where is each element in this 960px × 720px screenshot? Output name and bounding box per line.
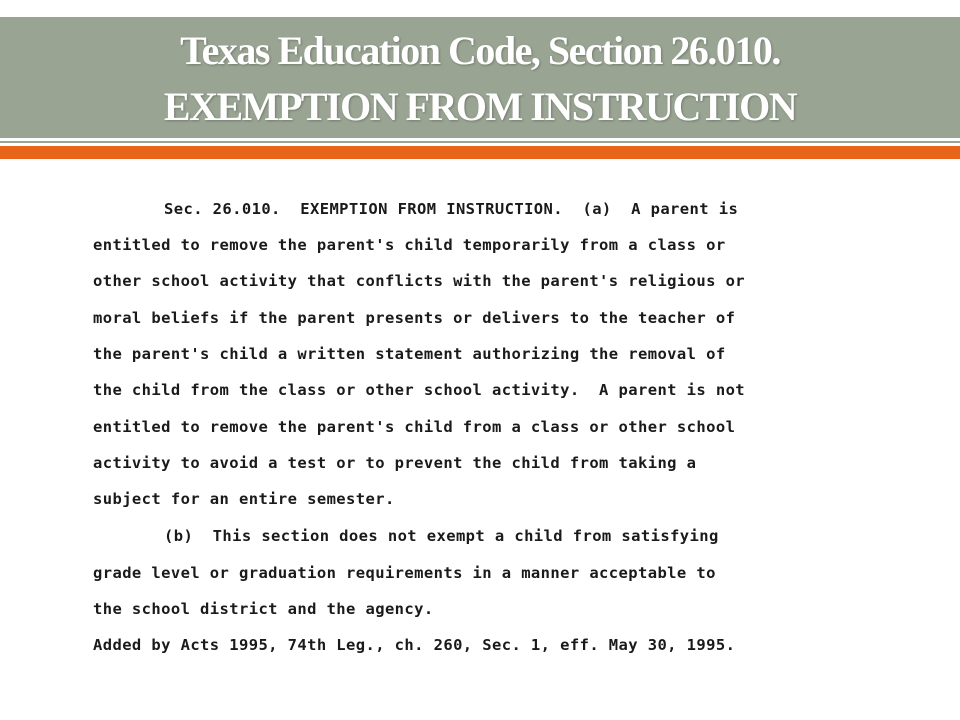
statute-line: the school district and the agency. — [93, 600, 434, 618]
statute-line: other school activity that conflicts with the parent's religious or — [93, 272, 746, 290]
slide-title-line-1: Texas Education Code, Section 26.010. — [180, 28, 780, 73]
statute-line: grade level or graduation requirements in a manner acceptable to — [93, 564, 716, 582]
statute-line: the child from the class or other school activity. A parent is not — [93, 381, 746, 399]
statute-line: subject for an entire semester. — [93, 490, 395, 508]
statute-citation: Added by Acts 1995, 74th Leg., ch. 260, Sec. 1, eff. May 30, 1995. — [93, 636, 736, 654]
slide-title-line-2: EXEMPTION FROM INSTRUCTION — [163, 84, 797, 129]
statute-line: the parent's child a written statement authorizing the removal of — [93, 345, 726, 363]
statute-line: entitled to remove the parent's child from a class or other school — [93, 418, 736, 436]
statute-line: entitled to remove the parent's child temporarily from a class or — [93, 236, 726, 254]
statute-line: (b) This section does not exempt a child from satisfying — [164, 527, 719, 545]
statute-line: moral beliefs if the parent presents or delivers to the teacher of — [93, 309, 736, 327]
statute-line: Sec. 26.010. EXEMPTION FROM INSTRUCTION. (a) A parent is — [164, 200, 739, 218]
statute-line: activity to avoid a test or to prevent the child from taking a — [93, 454, 697, 472]
